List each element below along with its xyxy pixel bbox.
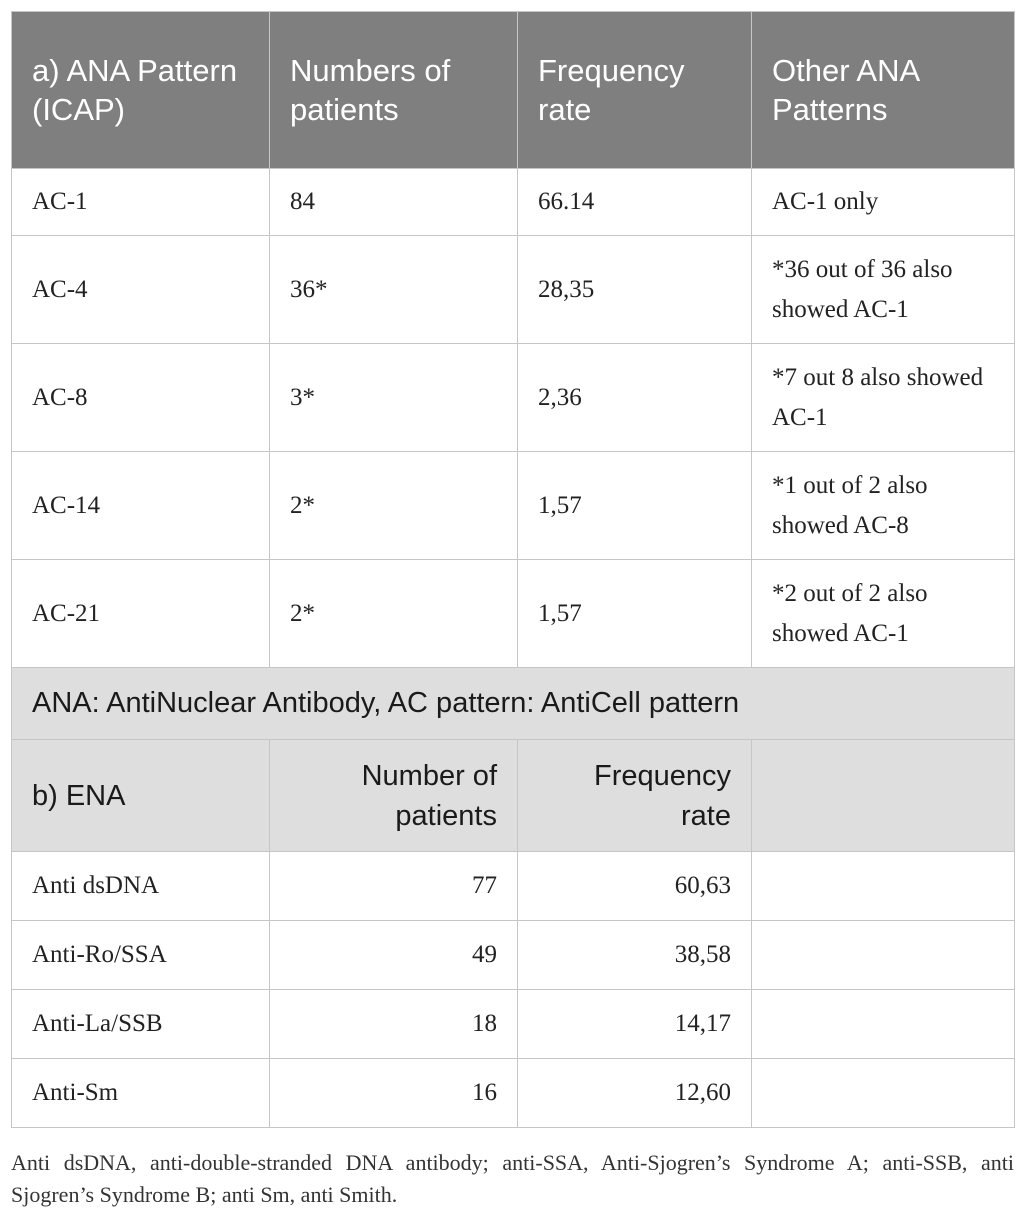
other-cell: *7 out 8 also showed AC-1 — [752, 344, 1015, 452]
patients-cell: 18 — [270, 990, 518, 1059]
table-row — [12, 921, 1015, 990]
rate-cell: 60,63 — [518, 852, 752, 921]
section-a-header-row — [12, 12, 1015, 169]
patients-cell: 36* — [270, 236, 518, 344]
ana-ena-table — [11, 11, 1015, 1128]
patients-cell: 77 — [270, 852, 518, 921]
empty-cell — [752, 852, 1015, 921]
table-row — [12, 452, 1015, 560]
rate-cell: 38,58 — [518, 921, 752, 990]
patients-cell: 16 — [270, 1059, 518, 1128]
table-row — [12, 1059, 1015, 1128]
header-empty — [752, 740, 1015, 852]
ena-cell: Anti dsDNA — [12, 852, 270, 921]
other-cell: AC-1 only — [752, 169, 1015, 236]
table-row — [12, 852, 1015, 921]
other-cell: *1 out of 2 also showed AC-8 — [752, 452, 1015, 560]
table-row — [12, 169, 1015, 236]
header-number-of-patients: Number of patients — [270, 740, 518, 852]
abbreviation-note-row — [12, 668, 1015, 740]
pattern-cell: AC-14 — [12, 452, 270, 560]
pattern-cell: AC-4 — [12, 236, 270, 344]
patients-cell: 84 — [270, 169, 518, 236]
empty-cell — [752, 921, 1015, 990]
ena-cell: Anti-La/SSB — [12, 990, 270, 1059]
empty-cell — [752, 990, 1015, 1059]
other-cell: *2 out of 2 also showed AC-1 — [752, 560, 1015, 668]
table-row — [12, 560, 1015, 668]
rate-cell: 14,17 — [518, 990, 752, 1059]
section-b-header-row — [12, 740, 1015, 852]
header-numbers-of-patients: Numbers of patients — [270, 12, 518, 169]
empty-cell — [752, 1059, 1015, 1128]
header-frequency-rate: Frequency rate — [518, 12, 752, 169]
table-footnote: Anti dsDNA, anti-double-stranded DNA antibody; anti-SSA, Anti-Sjogren’s Syndrome A; anti-SSB, anti Sjogren’s Syndrome B; anti Sm, anti Smith. — [11, 1150, 1014, 1207]
rate-cell: 28,35 — [518, 236, 752, 344]
patients-cell: 2* — [270, 560, 518, 668]
rate-cell: 12,60 — [518, 1059, 752, 1128]
header-frequency-rate-b: Frequency rate — [518, 740, 752, 852]
abbreviation-note: ANA: AntiNuclear Antibody, AC pattern: AntiCell pattern — [12, 668, 1015, 740]
pattern-cell: AC-8 — [12, 344, 270, 452]
pattern-cell: AC-1 — [12, 169, 270, 236]
table-row — [12, 344, 1015, 452]
header-ana-pattern: a) ANA Pattern (ICAP) — [12, 12, 270, 169]
ena-cell: Anti-Ro/SSA — [12, 921, 270, 990]
header-other-ana-patterns: Other ANA Patterns — [752, 12, 1015, 169]
rate-cell: 1,57 — [518, 452, 752, 560]
rate-cell: 66.14 — [518, 169, 752, 236]
pattern-cell: AC-21 — [12, 560, 270, 668]
table-row — [12, 990, 1015, 1059]
other-cell: *36 out of 36 also showed AC-1 — [752, 236, 1015, 344]
patients-cell: 3* — [270, 344, 518, 452]
header-ena: b) ENA — [12, 740, 270, 852]
table-row — [12, 236, 1015, 344]
rate-cell: 2,36 — [518, 344, 752, 452]
rate-cell: 1,57 — [518, 560, 752, 668]
patients-cell: 49 — [270, 921, 518, 990]
patients-cell: 2* — [270, 452, 518, 560]
ena-cell: Anti-Sm — [12, 1059, 270, 1128]
